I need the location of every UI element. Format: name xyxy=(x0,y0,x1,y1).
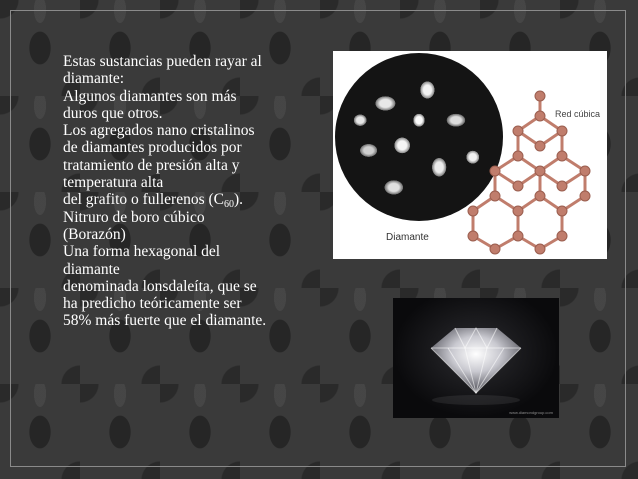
caption-red-cubica: Red cúbica xyxy=(555,109,601,119)
fullerenes-suffix: ). xyxy=(233,191,244,209)
cubic-lattice-diagram xyxy=(333,51,607,259)
text-line: diamante: xyxy=(63,70,125,88)
text-line: Nitruro de boro cúbico xyxy=(63,208,205,226)
diamond-gem-icon xyxy=(393,298,559,418)
text-line: Algunos diamantes son más xyxy=(63,87,237,105)
text-line: denominada lonsdaleíta, que se xyxy=(63,277,257,295)
text-line: de diamantes producidos por xyxy=(63,139,242,157)
cut-diamond-photo xyxy=(393,298,559,418)
diamond-lattice-image xyxy=(333,51,607,259)
text-line: duros que otros. xyxy=(63,104,163,122)
text-line: diamante xyxy=(63,260,120,278)
text-line: tratamiento de presión alta y xyxy=(63,156,240,174)
text-line-fullerenes xyxy=(63,191,303,211)
text-line: temperatura alta xyxy=(63,174,164,192)
text-line: 58% más fuerte que el diamante. xyxy=(63,312,267,330)
caption-diamante: Diamante xyxy=(386,232,429,243)
fullerenes-subscript: 60 xyxy=(223,199,234,211)
text-line: (Borazón) xyxy=(63,225,126,243)
text-line: Una forma hexagonal del xyxy=(63,243,221,261)
text-line: ha predicho teóricamente ser xyxy=(63,295,242,313)
body-text xyxy=(63,53,303,330)
text-line: Estas sustancias pueden rayar al xyxy=(63,53,262,70)
fullerenes-prefix: del grafito o fullerenos (C xyxy=(63,191,224,209)
photo-credit: www.diamondgroup.com xyxy=(509,410,553,415)
text-line: Los agregados nano cristalinos xyxy=(63,122,255,140)
